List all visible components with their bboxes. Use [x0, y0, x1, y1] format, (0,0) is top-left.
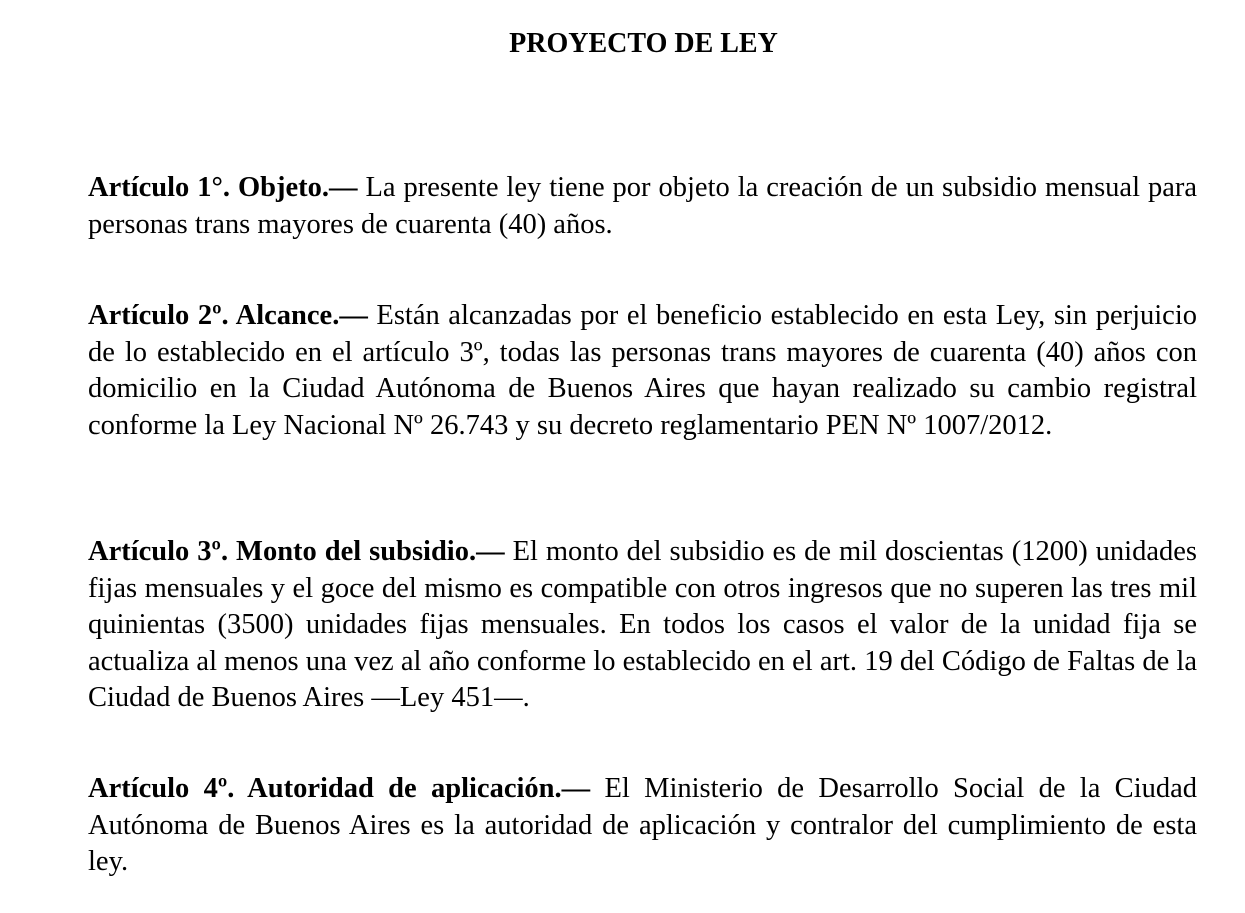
article-2 — [88, 298, 1197, 444]
article-2-body: Están alcanzadas por el beneficio establecido en esta Ley, sin perjuicio de lo establecido en el artículo 3º, todas las personas trans mayores de cuarenta (40) años con domicilio en la Ciudad Autónoma de Buenos Aires que hayan realizado su cambio registral conforme la Ley Nacional Nº 26.743 y su decreto reglamentario PEN Nº 1007/2012. — [88, 300, 1197, 441]
article-3-body: El monto del subsidio es de mil doscientas (1200) unidades fijas mensuales y el goce del mismo es compatible con otros ingresos que no superen las tres mil quinientas (3500) unidades fijas mensuales. En todos los casos el valor de la unidad fija se actualiza al menos una vez al año conforme lo establecido en el art. 19 del Código de Faltas de la Ciudad de Buenos Aires —Ley 451—. — [88, 536, 1197, 713]
document-title: PROYECTO DE LEY — [509, 28, 778, 59]
article-4 — [88, 771, 1197, 881]
article-1-body: La presente ley tiene por objeto la creación de un subsidio mensual para personas trans mayores de cuarenta (40) años. — [88, 172, 1197, 240]
article-3-heading: Artículo 3º. Monto del subsidio.— — [88, 536, 505, 567]
article-3 — [88, 534, 1197, 717]
article-1-heading: Artículo 1°. Objeto.— — [88, 172, 358, 203]
article-4-heading: Artículo 4º. Autoridad de aplicación.— — [88, 773, 591, 804]
article-4-body: El Ministerio de Desarrollo Social de la Ciudad Autónoma de Buenos Aires es la autoridad de aplicación y contralor del cumplimiento de esta ley. — [88, 773, 1198, 877]
article-1 — [88, 170, 1197, 243]
article-2-heading: Artículo 2º. Alcance.— — [88, 300, 368, 331]
